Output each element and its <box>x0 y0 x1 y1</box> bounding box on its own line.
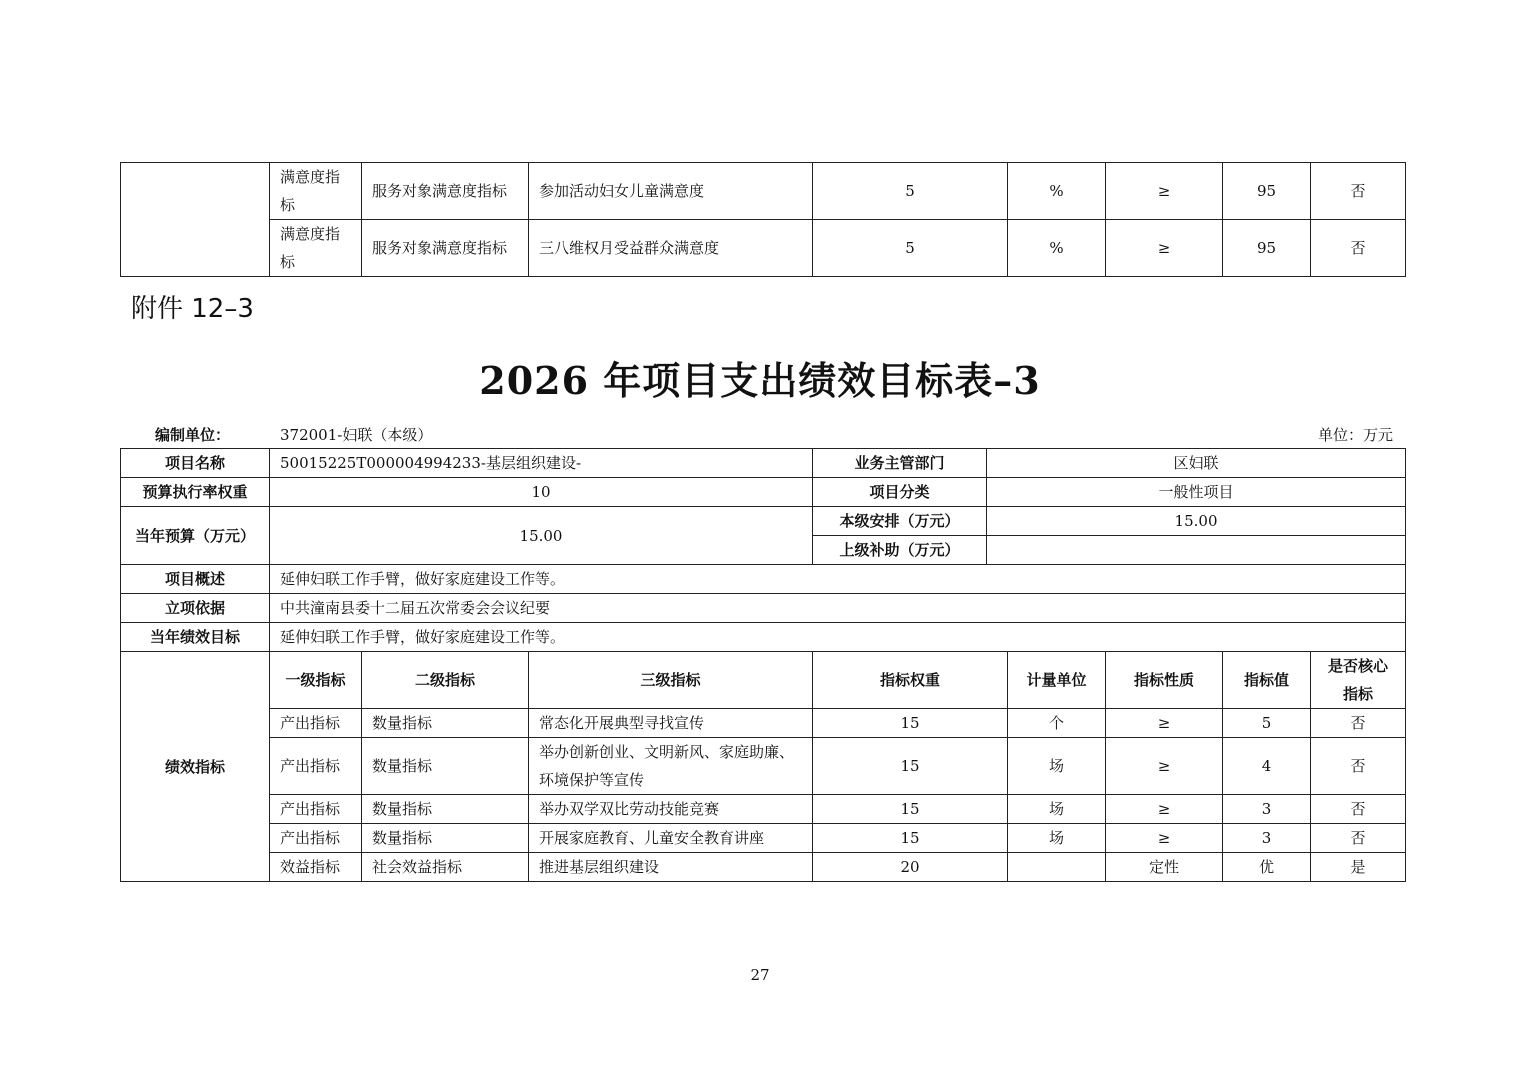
column-header: 指标性质 <box>1106 652 1223 709</box>
currency-unit: 单位：万元 <box>1317 426 1393 444</box>
weight-cell: 15 <box>813 795 1008 824</box>
level1-cell: 满意度指标 <box>270 163 362 220</box>
weight-cell: 5 <box>813 220 1008 277</box>
unit-cell: 场 <box>1008 738 1106 795</box>
table-row <box>121 824 1406 853</box>
unit-cell: 场 <box>1008 824 1106 853</box>
core-cell: 否 <box>1311 163 1406 220</box>
table-row <box>121 623 1406 652</box>
weight-cell: 5 <box>813 163 1008 220</box>
value-cell: 优 <box>1223 853 1311 882</box>
level1-cell: 产出指标 <box>270 795 362 824</box>
local-budget-value: 15.00 <box>987 507 1406 536</box>
budget-label: 当年预算（万元） <box>121 507 270 565</box>
page-title: 2026 年项目支出绩效目标表–3 <box>479 358 1041 403</box>
dept-value: 区妇联 <box>987 449 1406 478</box>
core-cell: 否 <box>1311 824 1406 853</box>
goal-value: 延伸妇联工作手臂，做好家庭建设工作等。 <box>270 623 1406 652</box>
core-cell: 是 <box>1311 853 1406 882</box>
table-row <box>121 709 1406 738</box>
value-cell: 95 <box>1223 163 1311 220</box>
table-row <box>121 478 1406 507</box>
core-cell: 否 <box>1311 738 1406 795</box>
table-row <box>121 507 1406 536</box>
unit-cell: 个 <box>1008 709 1106 738</box>
budget-value: 15.00 <box>270 507 813 565</box>
level3-cell: 三八维权月受益群众满意度 <box>529 220 813 277</box>
level3-cell: 举办创新创业、文明新风、家庭助廉、环境保护等宣传 <box>529 738 813 795</box>
project-name-value: 50015225T000004994233-基层组织建设- <box>270 449 813 478</box>
level1-cell: 产出指标 <box>270 824 362 853</box>
table-row <box>121 853 1406 882</box>
upper-subsidy-value <box>987 536 1406 565</box>
level2-cell: 数量指标 <box>362 824 529 853</box>
weight-cell: 15 <box>813 709 1008 738</box>
column-header: 计量单位 <box>1008 652 1106 709</box>
level1-cell: 满意度指标 <box>270 220 362 277</box>
level2-cell: 服务对象满意度指标 <box>362 220 529 277</box>
basis-value: 中共潼南县委十二届五次常委会会议纪要 <box>270 594 1406 623</box>
core-cell: 否 <box>1311 220 1406 277</box>
nature-cell: ≥ <box>1106 738 1223 795</box>
nature-cell: ≥ <box>1106 709 1223 738</box>
level3-cell: 参加活动妇女儿童满意度 <box>529 163 813 220</box>
compiling-unit-value: 372001-妇联（本级） <box>280 426 433 444</box>
core-cell: 否 <box>1311 709 1406 738</box>
column-header: 是否核心指标 <box>1311 652 1406 709</box>
weight-cell: 20 <box>813 853 1008 882</box>
value-cell: 4 <box>1223 738 1311 795</box>
empty-cell <box>121 163 270 277</box>
project-name-label: 项目名称 <box>121 449 270 478</box>
nature-cell: ≥ <box>1106 163 1223 220</box>
nature-cell: ≥ <box>1106 824 1223 853</box>
table-row <box>121 565 1406 594</box>
value-cell: 3 <box>1223 824 1311 853</box>
meta-row <box>120 421 1405 447</box>
exec-weight-value: 10 <box>270 478 813 507</box>
unit-cell: % <box>1008 220 1106 277</box>
upper-subsidy-label: 上级补助（万元） <box>813 536 987 565</box>
compiling-unit-label: 编制单位： <box>155 426 231 444</box>
column-header: 指标权重 <box>813 652 1008 709</box>
level3-cell: 推进基层组织建设 <box>529 853 813 882</box>
local-budget-label: 本级安排（万元） <box>813 507 987 536</box>
performance-indicators-label: 绩效指标 <box>121 652 270 882</box>
level2-cell: 数量指标 <box>362 738 529 795</box>
overview-label: 项目概述 <box>121 565 270 594</box>
basis-label: 立项依据 <box>121 594 270 623</box>
dept-label: 业务主管部门 <box>813 449 987 478</box>
column-header: 一级指标 <box>270 652 362 709</box>
table-row <box>121 738 1406 795</box>
table-row <box>121 220 1406 277</box>
level2-cell: 社会效益指标 <box>362 853 529 882</box>
unit-cell <box>1008 853 1106 882</box>
value-cell: 95 <box>1223 220 1311 277</box>
overview-value: 延伸妇联工作手臂，做好家庭建设工作等。 <box>270 565 1406 594</box>
nature-cell: 定性 <box>1106 853 1223 882</box>
value-cell: 3 <box>1223 795 1311 824</box>
nature-cell: ≥ <box>1106 795 1223 824</box>
table-row <box>121 163 1406 220</box>
unit-cell: 场 <box>1008 795 1106 824</box>
level3-cell: 举办双学双比劳动技能竞赛 <box>529 795 813 824</box>
category-label: 项目分类 <box>813 478 987 507</box>
column-header: 三级指标 <box>529 652 813 709</box>
level3-cell: 开展家庭教育、儿童安全教育讲座 <box>529 824 813 853</box>
table-row <box>121 449 1406 478</box>
level2-cell: 数量指标 <box>362 709 529 738</box>
level1-cell: 产出指标 <box>270 738 362 795</box>
attachment-label: 附件 12–3 <box>131 294 254 324</box>
value-cell: 5 <box>1223 709 1311 738</box>
level3-cell: 常态化开展典型寻找宣传 <box>529 709 813 738</box>
column-header: 指标值 <box>1223 652 1311 709</box>
column-header: 二级指标 <box>362 652 529 709</box>
nature-cell: ≥ <box>1106 220 1223 277</box>
unit-cell: % <box>1008 163 1106 220</box>
table-row <box>121 594 1406 623</box>
table-header-row <box>121 652 1406 709</box>
weight-cell: 15 <box>813 824 1008 853</box>
goal-label: 当年绩效目标 <box>121 623 270 652</box>
performance-target-table <box>120 448 1406 882</box>
level1-cell: 产出指标 <box>270 709 362 738</box>
continued-indicator-table <box>120 162 1406 277</box>
level2-cell: 数量指标 <box>362 795 529 824</box>
weight-cell: 15 <box>813 738 1008 795</box>
core-cell: 否 <box>1311 795 1406 824</box>
table-row <box>121 795 1406 824</box>
level1-cell: 效益指标 <box>270 853 362 882</box>
exec-weight-label: 预算执行率权重 <box>121 478 270 507</box>
category-value: 一般性项目 <box>987 478 1406 507</box>
level2-cell: 服务对象满意度指标 <box>362 163 529 220</box>
page-number: 27 <box>750 966 770 984</box>
